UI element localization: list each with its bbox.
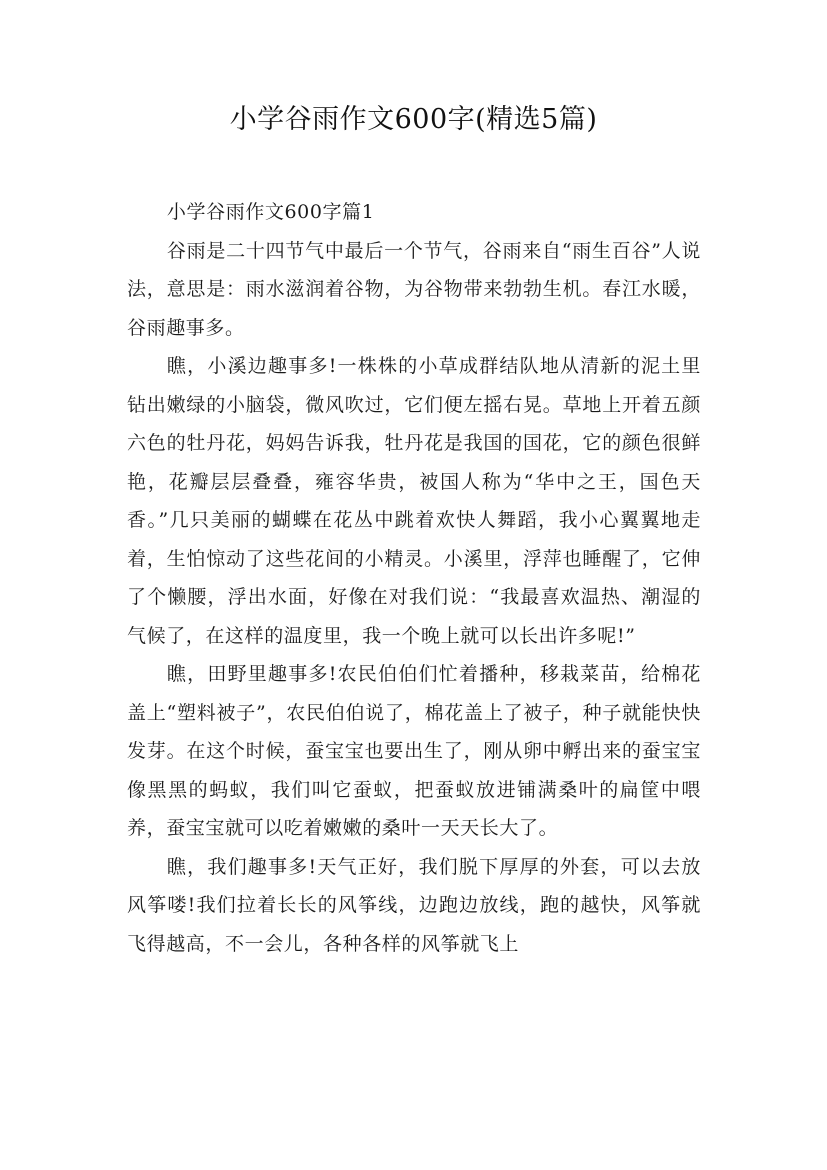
page-title: 小学谷雨作文600字(精选5篇) (229, 104, 598, 135)
paragraph: 瞧，小溪边趣事多!一株株的小草成群结队地从清新的泥土里钻出嫩绿的小脑袋，微风吹过，它们便左摇右晃。草地上开着五颜六色的牡丹花，妈妈告诉我，牡丹花是我国的国花，它的颜色很鲜艳，花瓣层层叠叠，雍容华贵，被国人称为“华中之王，国色天香。”几只美丽的蝴蝶在花丛中跳着欢快人舞蹈，我小心翼翼地走着，生怕惊动了这些花间的小精灵。小溪里，浮萍也睡醒了，它伸了个懒腰，浮出水面，好像在对我们说：“我最喜欢温热、潮湿的气候了，在这样的温度里，我一个晚上就可以长出许多呢!” (127, 355, 701, 647)
paragraph: 谷雨是二十四节气中最后一个节气，谷雨来自“雨生百谷”人说法，意思是：雨水滋润着谷物，为谷物带来勃勃生机。春江水暖，谷雨趣事多。 (127, 239, 701, 339)
section-heading: 小学谷雨作文600字篇1 (166, 201, 375, 223)
document-body (127, 193, 701, 963)
paragraph: 瞧，田野里趣事多!农民伯伯们忙着播种，移栽菜苗，给棉花盖上“塑料被子”，农民伯伯说了，棉花盖上了被子，种子就能快快发芽。在这个时候，蚕宝宝也要出生了，刚从卵中孵出来的蚕宝宝像黑黑的蚂蚁，我们叫它蚕蚁，把蚕蚁放进铺满桑叶的扁筐中喂养，蚕宝宝就可以吃着嫩嫩的桑叶一天天长大了。 (127, 663, 701, 839)
paragraph: 瞧，我们趣事多!天气正好，我们脱下厚厚的外套，可以去放风筝喽!我们拉着长长的风筝线，边跑边放线，跑的越快，风筝就飞得越高，不一会儿，各种各样的风筝就飞上 (127, 855, 701, 955)
